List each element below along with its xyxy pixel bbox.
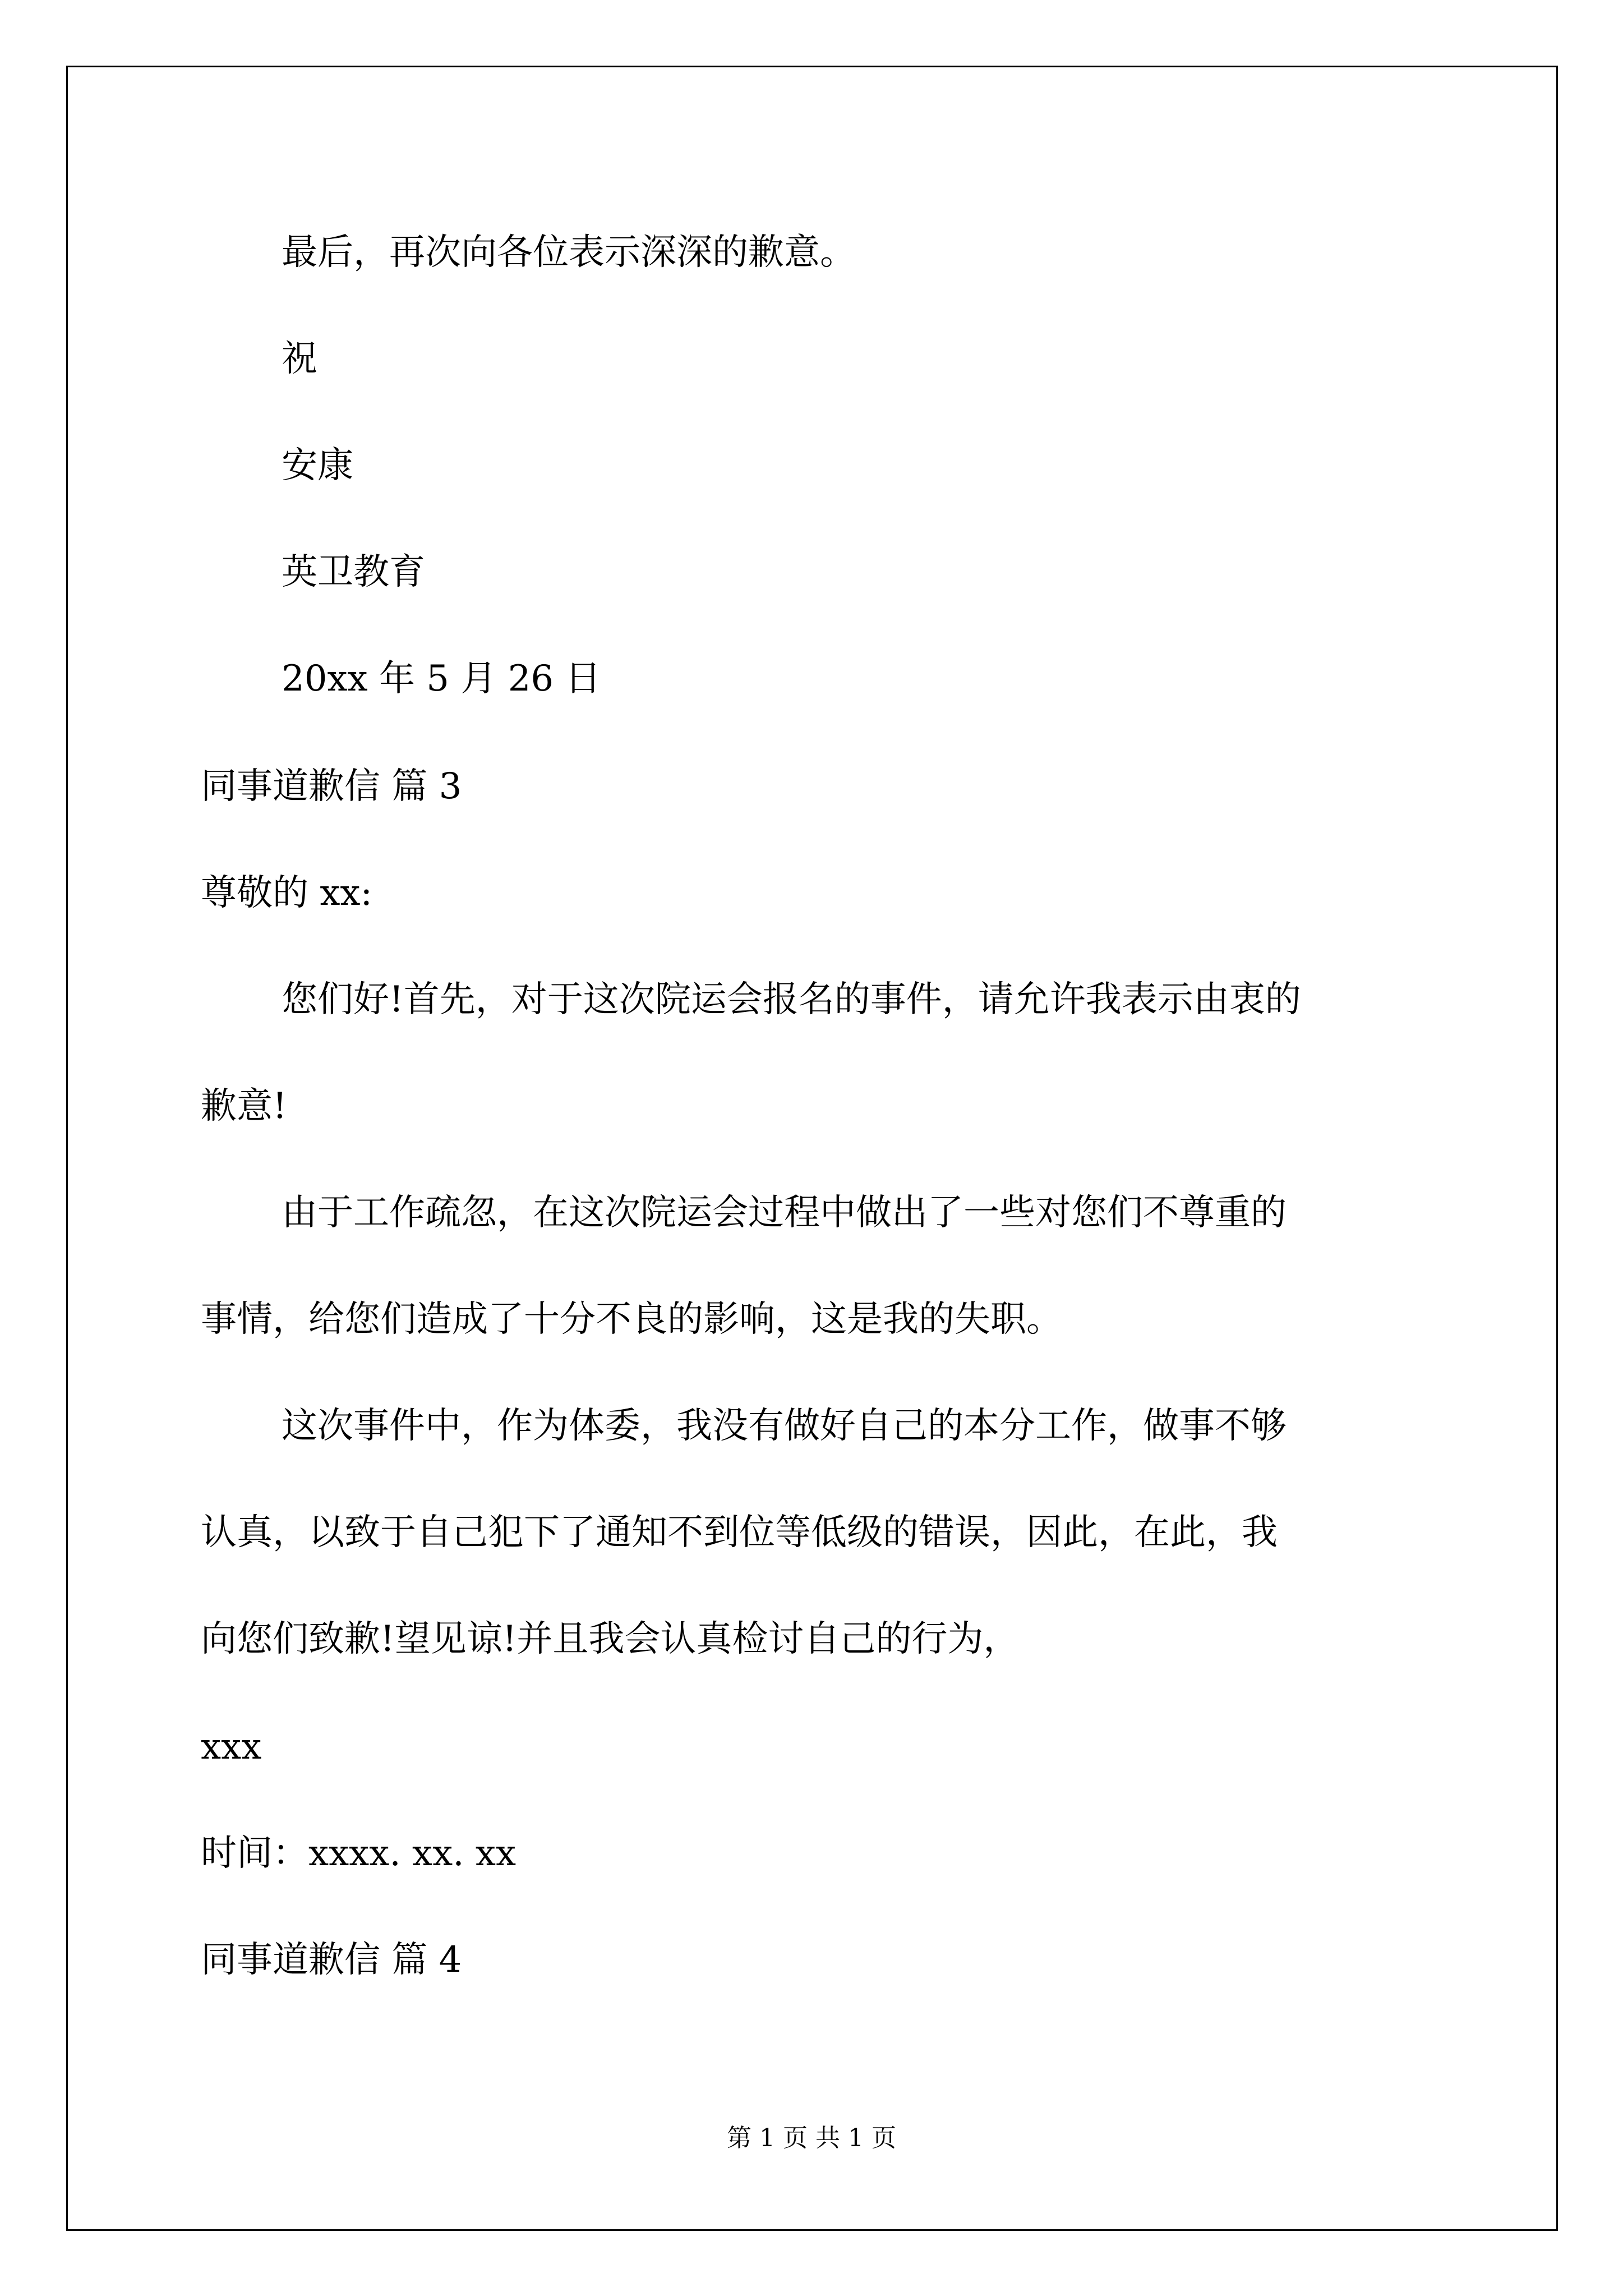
paragraph-3-line-2: 认真，以致于自己犯下了通知不到位等低级的错误，因此，在此，我 [201,1512,1278,1553]
signature-org: 英卫教育 [282,551,425,593]
signer-name: xxx [201,1726,262,1768]
section-heading-4: 同事道歉信 篇 4 [201,1939,462,1981]
paragraph-1-line-1: 您们好!首先，对于这次院运会报名的事件，请允许我表示由衷的 [282,979,1301,1020]
paragraph-3-line-1: 这次事件中，作为体委，我没有做好自己的本分工作，做事不够 [282,1405,1287,1447]
salutation-zhu: 祝 [282,338,317,380]
closing-apology-line: 最后，再次向各位表示深深的歉意。 [282,232,856,273]
signature-date: 20xx 年 5 月 26 日 [282,658,601,700]
page-border [66,66,1558,2231]
letter-greeting: 尊敬的 xx: [201,872,373,914]
section-heading-3: 同事道歉信 篇 3 [201,766,462,807]
paragraph-2-line-2: 事情，给您们造成了十分不良的影响，这是我的失职。 [201,1299,1062,1340]
paragraph-2-line-1: 由于工作疏忽，在这次院运会过程中做出了一些对您们不尊重的 [282,1192,1287,1234]
paragraph-3-line-3: 向您们致歉!望见谅!并且我会认真检讨自己的行为， [201,1618,1020,1660]
salutation-ankang: 安康 [282,445,353,486]
paragraph-1-line-2: 歉意! [201,1085,287,1127]
page-footer: 第 1 页 共 1 页 [727,2124,896,2152]
signer-time: 时间：xxxx. xx. xx [201,1833,517,1874]
